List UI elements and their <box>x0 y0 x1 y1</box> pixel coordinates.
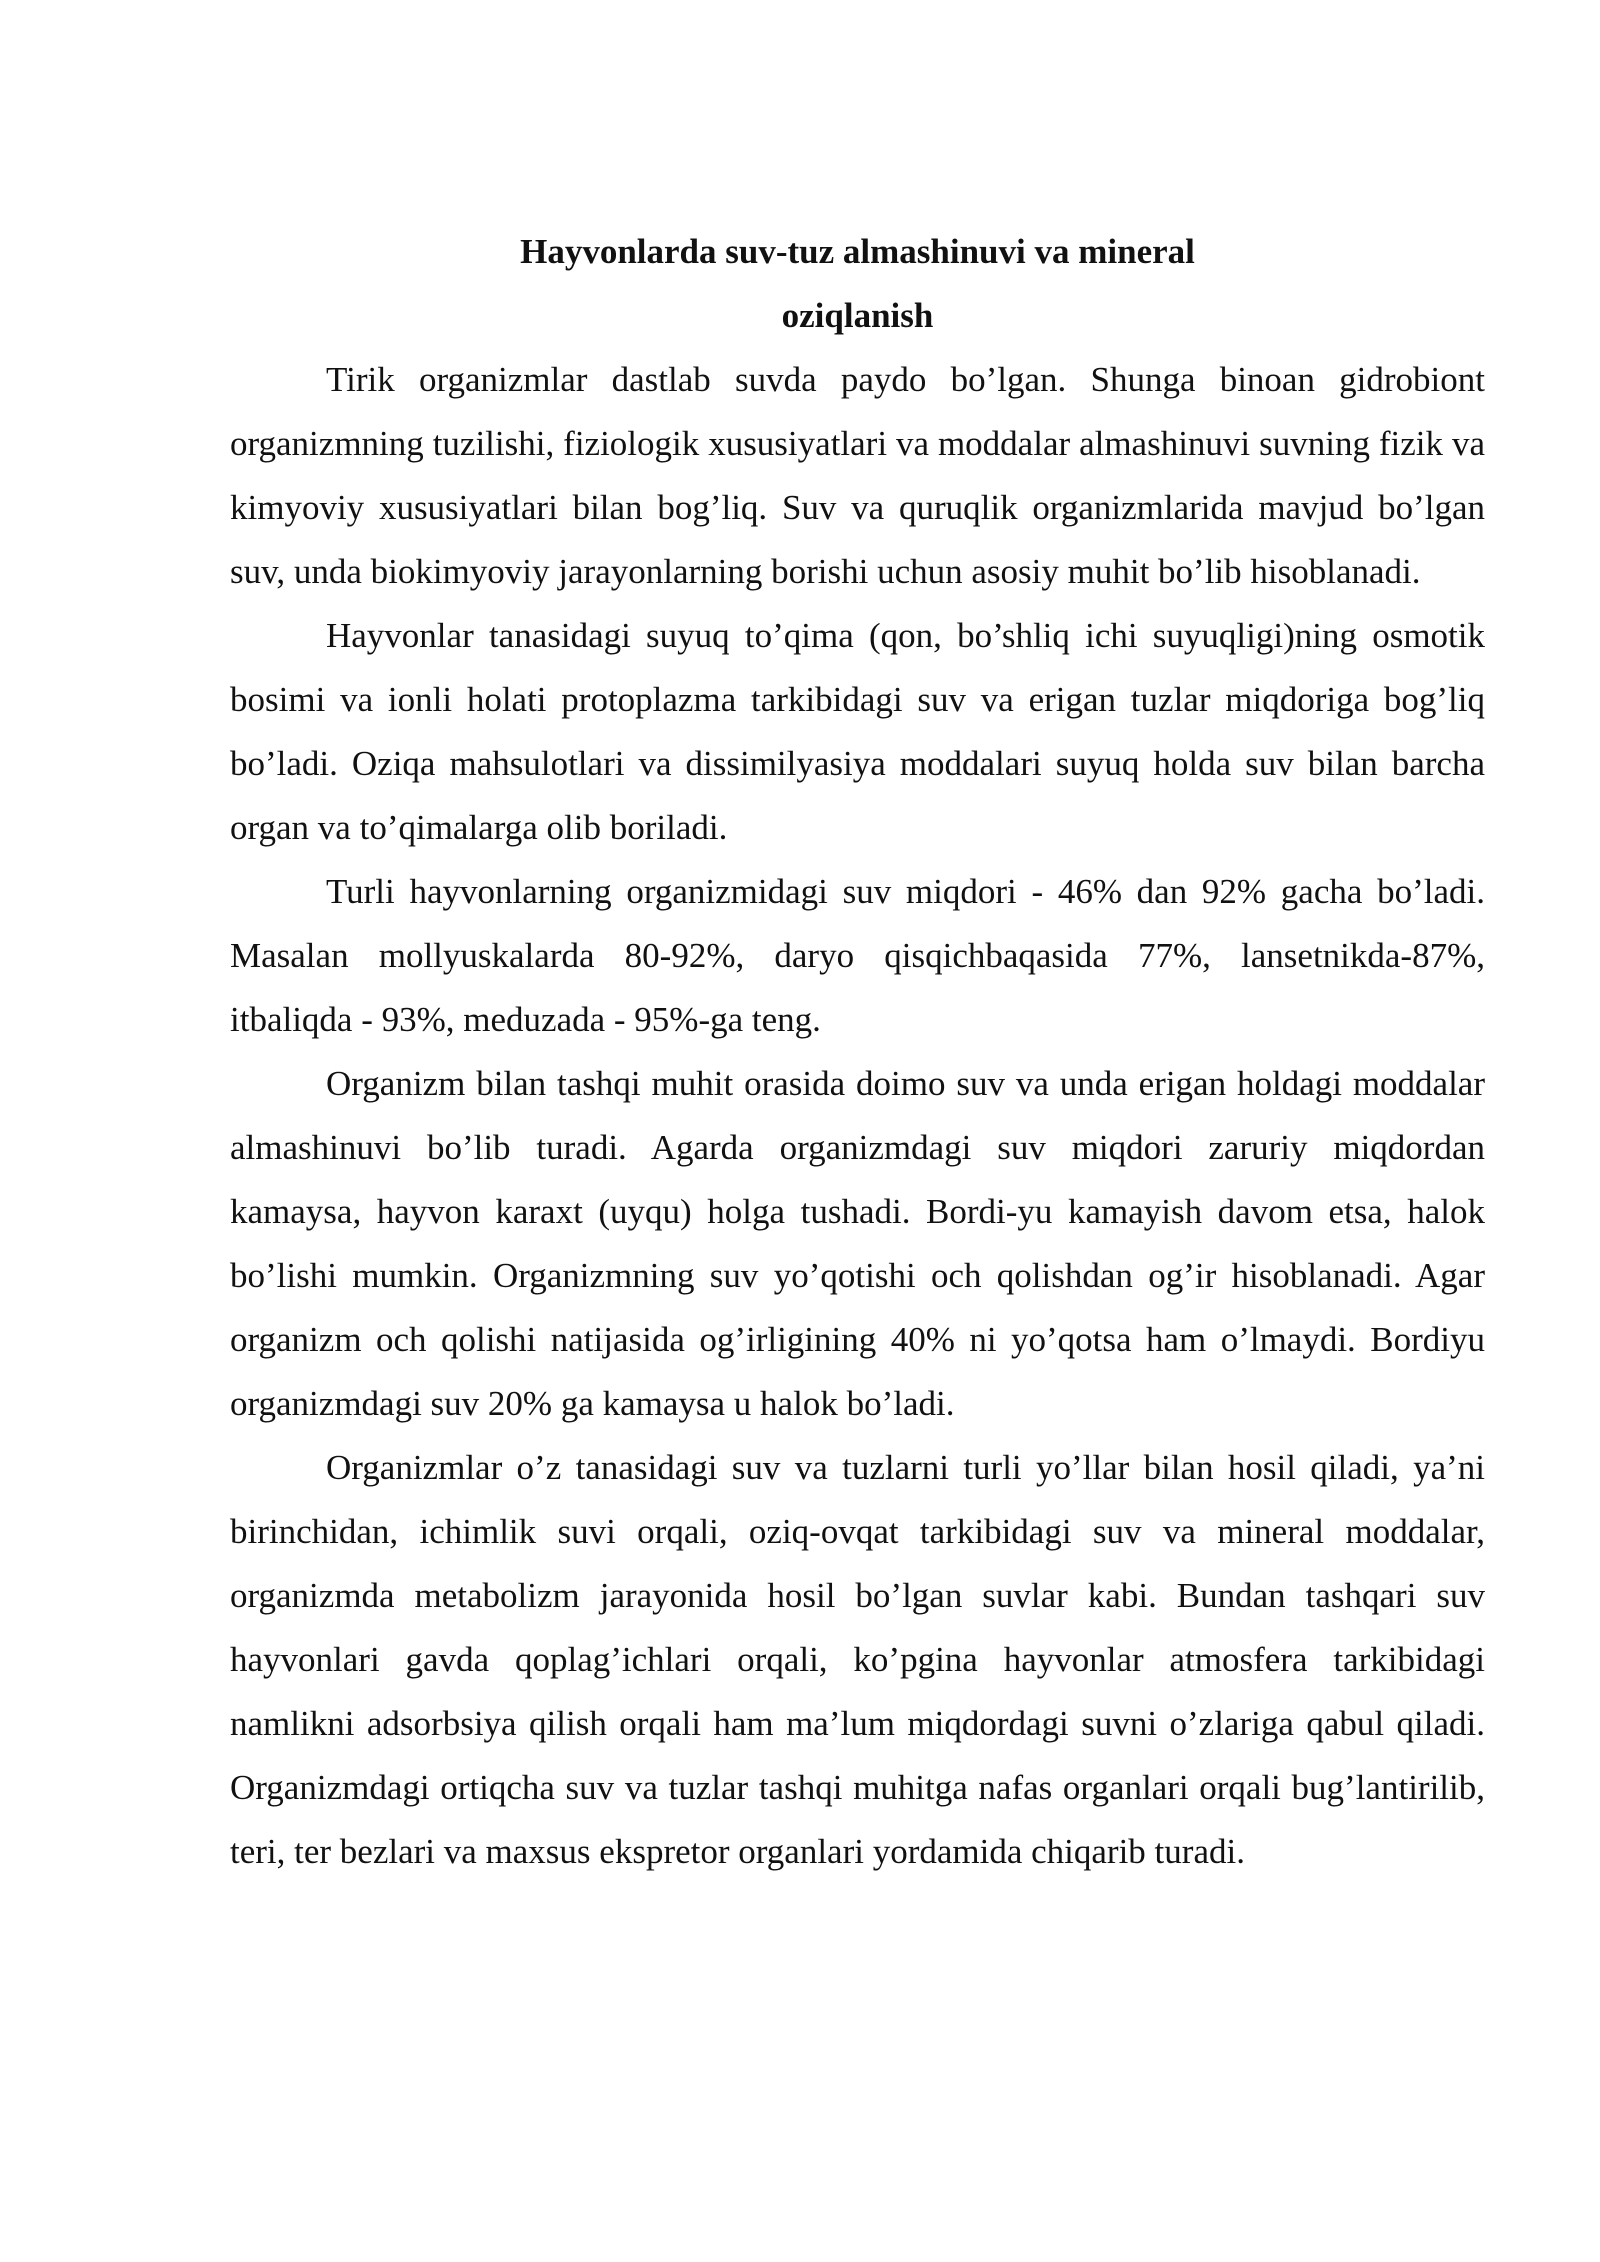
paragraph-5: Organizmlar o’z tanasidagi suv va tuzlarni turli yo’llar bilan hosil qiladi, ya’ni birinchidan, ichimlik suvi orqali, oziq-ovqat tarkibidagi suv va mineral moddalar, organizmda metabolizm jarayonida hosil bo’lgan suvlar kabi. Bundan tashqari suv hayvonlari gavda qoplag’ichlari orqali, ko’pgina hayvonlar atmosfera tarkibidagi namlikni adsorbsiya qilish orqali ham ma’lum miqdordagi suvni o’zlariga qabul qiladi. Organizmdagi ortiqcha suv va tuzlar tashqi muhitga nafas organlari orqali bug’lantirilib, teri, ter bezlari va maxsus ekspretor organlari yordamida chiqarib turadi. <box>230 1448 1485 1871</box>
document-title <box>230 220 1485 348</box>
document-page <box>230 220 1485 1884</box>
paragraph-3: Turli hayvonlarning organizmidagi suv miqdori - 46% dan 92% gacha bo’ladi. Masalan mollyuskalarda 80-92%, daryo qisqichbaqasida 77%, lansetnikda-87%, itbaliqda - 93%, meduzada - 95%-ga teng. <box>230 872 1485 1039</box>
title-line-2: oziqlanish <box>781 296 934 335</box>
title-line-1: Hayvonlarda suv-tuz almashinuvi va mineral <box>520 232 1195 271</box>
paragraph-4: Organizm bilan tashqi muhit orasida doimo suv va unda erigan holdagi moddalar almashinuvi bo’lib turadi. Agarda organizmdagi suv miqdori zaruriy miqdordan kamaysa, hayvon karaxt (uyqu) holga tushadi. Bordi-yu kamayish davom etsa, halok bo’lishi mumkin. Organizmning suv yo’qotishi och qolishdan og’ir hisoblanadi. Agar organizm och qolishi natijasida og’irligining 40% ni yo’qotsa ham o’lmaydi. Bordiyu organizmdagi suv 20% ga kamaysa u halok bo’ladi. <box>230 1064 1485 1423</box>
paragraph-2: Hayvonlar tanasidagi suyuq to’qima (qon, bo’shliq ichi suyuqligi)ning osmotik bosimi va ionli holati protoplazma tarkibidagi suv va erigan tuzlar miqdoriga bog’liq bo’ladi. Oziqa mahsulotlari va dissimilyasiya moddalari suyuq holda suv bilan barcha organ va to’qimalarga olib boriladi. <box>230 616 1485 847</box>
paragraph-1: Tirik organizmlar dastlab suvda paydo bo’lgan. Shunga binoan gidrobiont organizmning tuzilishi, fiziologik xususiyatlari va moddalar almashinuvi suvning fizik va kimyoviy xususiyatlari bilan bog’liq. Suv va quruqlik organizmlarida mavjud bo’lgan suv, unda biokimyoviy jarayonlarning borishi uchun asosiy muhit bo’lib hisoblanadi. <box>230 360 1485 591</box>
